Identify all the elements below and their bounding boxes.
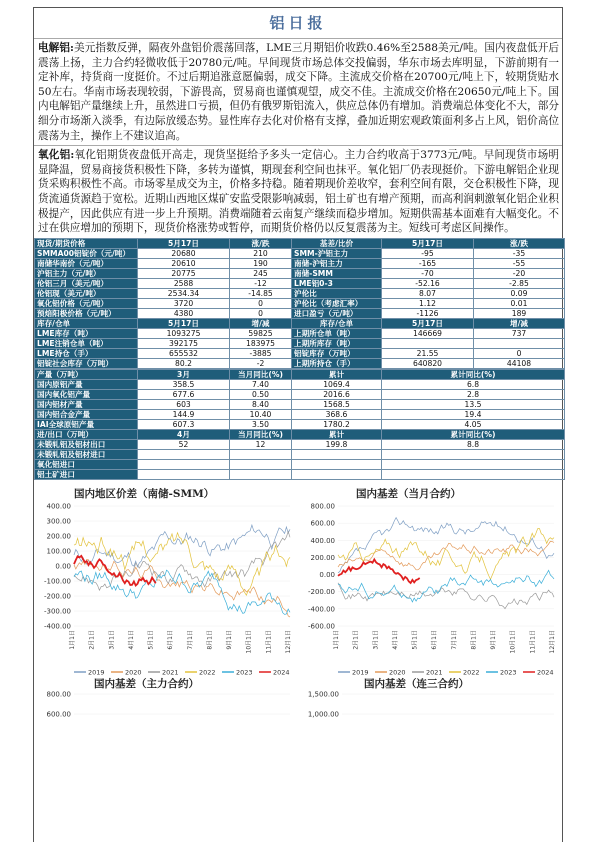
table-cell xyxy=(230,459,292,469)
table4-header-cell: 进/出口（万吨） xyxy=(35,429,138,439)
table1-header-cell: 基差/比价 xyxy=(292,238,382,248)
alumina-label: 氧化铝: xyxy=(38,149,75,162)
table-row xyxy=(35,268,565,278)
row-label: 上期所仓单（吨） xyxy=(292,328,382,338)
y-tick-label: 0.00 xyxy=(319,570,335,579)
y-tick-label: -300.00 xyxy=(43,607,71,616)
table1-header-cell: 涨/跌 xyxy=(474,238,565,248)
y-tick-label: 600.00 xyxy=(310,519,335,528)
table4-header-cell: 累计 xyxy=(292,429,382,439)
table3-header-cell: 累计同比(%) xyxy=(382,369,565,379)
table-cell: -55 xyxy=(474,258,565,268)
table-row xyxy=(35,338,565,348)
y-tick-label: 800.00 xyxy=(46,690,71,699)
table-cell: 210 xyxy=(230,248,292,258)
table-cell: 392175 xyxy=(138,338,230,348)
table-cell: 8.07 xyxy=(382,288,474,298)
row-label: IAI全球原铝产量 xyxy=(35,419,138,429)
table-cell: 0 xyxy=(230,298,292,308)
y-tick-label: -400.00 xyxy=(307,605,335,614)
table-cell xyxy=(382,338,474,348)
table-cell: 1.12 xyxy=(382,298,474,308)
row-label: 铝锭库存（万吨） xyxy=(292,348,382,358)
table-row xyxy=(35,399,565,409)
table-cell: 2534.34 xyxy=(138,288,230,298)
y-tick-label: 800.00 xyxy=(310,502,335,511)
table-row xyxy=(35,278,565,288)
table-cell: 2016.6 xyxy=(292,389,382,399)
table-cell: 10.40 xyxy=(230,409,292,419)
row-label: 沪伦比（考虑汇率） xyxy=(292,298,382,308)
table-cell: 52 xyxy=(138,439,230,449)
table-cell xyxy=(292,459,382,469)
table-cell: 80.2 xyxy=(138,358,230,368)
table-row xyxy=(35,409,565,419)
chart-basis-main-title: 国内基差（主力合约） xyxy=(94,677,199,690)
legend-label: 2019 xyxy=(352,668,369,677)
table-cell xyxy=(138,469,230,479)
table-cell: 0.01 xyxy=(474,298,565,308)
table-cell: 21.55 xyxy=(382,348,474,358)
row-label: SMMA00铝锭价（元/吨） xyxy=(35,248,138,258)
price-table xyxy=(34,238,565,369)
row-label: LME持仓（手） xyxy=(35,348,138,358)
y-tick-label: 100.00 xyxy=(46,547,71,556)
series-line-2023 xyxy=(74,570,290,614)
table-cell: 144.9 xyxy=(138,409,230,419)
x-tick-label: 10月1日 xyxy=(509,629,517,654)
y-tick-label: -200.00 xyxy=(43,592,71,601)
table-cell: 199.8 xyxy=(292,439,382,449)
legend-label: 2021 xyxy=(162,668,179,677)
electrolytic-aluminum-commentary xyxy=(34,39,562,146)
electrolytic-label: 电解铝: xyxy=(38,42,74,54)
table-cell: 1780.2 xyxy=(292,419,382,429)
table-cell: -165 xyxy=(382,258,474,268)
table1-header-row xyxy=(35,238,565,248)
table-cell: 1093275 xyxy=(138,328,230,338)
table-cell: -1126 xyxy=(382,308,474,318)
table-cell: -52.16 xyxy=(382,278,474,288)
chart-basis-third xyxy=(298,688,560,718)
legend-label: 2020 xyxy=(389,668,406,677)
table-cell: 245 xyxy=(230,268,292,278)
x-tick-label: 3月1日 xyxy=(372,629,380,650)
row-label: 南储-沪铝主力 xyxy=(292,258,382,268)
y-tick-label: 400.00 xyxy=(46,502,71,511)
legend-label: 2019 xyxy=(88,668,105,677)
x-tick-label: 11月1日 xyxy=(529,629,537,654)
table-cell: 3.50 xyxy=(230,419,292,429)
legend-label: 2024 xyxy=(537,668,554,677)
table-cell: 20680 xyxy=(138,248,230,258)
y-tick-label: 300.00 xyxy=(46,517,71,526)
table4-header-cell: 4月 xyxy=(138,429,230,439)
table-cell: 146669 xyxy=(382,328,474,338)
x-tick-label: 1月1日 xyxy=(333,629,340,650)
chart-basis-current xyxy=(298,500,560,677)
table-cell: 44108 xyxy=(474,358,565,368)
table-row xyxy=(35,379,565,389)
table-row xyxy=(35,459,565,469)
production-table xyxy=(34,369,565,480)
x-tick-label: 10月1日 xyxy=(245,629,253,654)
table-cell: 368.6 xyxy=(292,409,382,419)
table-row xyxy=(35,288,565,298)
row-label: 未锻轧铝及铝材出口 xyxy=(35,439,138,449)
y-tick-label: 600.00 xyxy=(46,710,71,719)
table2-header-cell: 库存/仓单 xyxy=(292,318,382,328)
table-cell: 20610 xyxy=(138,258,230,268)
table-cell: -2.85 xyxy=(474,278,565,288)
row-label: 上期所持仓（手） xyxy=(292,358,382,368)
table2-header-cell: 库存/仓单 xyxy=(35,318,138,328)
table2-header-cell: 5月17日 xyxy=(138,318,230,328)
row-label: 沪伦比 xyxy=(292,288,382,298)
row-label: 未锻轧铝及铝材进口 xyxy=(35,449,138,459)
x-tick-label: 1月1日 xyxy=(69,629,76,650)
row-label: 进口盈亏（元/吨） xyxy=(292,308,382,318)
table-cell: 607.3 xyxy=(138,419,230,429)
table4-header-row xyxy=(35,429,565,439)
table-cell xyxy=(292,449,382,459)
series-line-2019 xyxy=(338,517,554,572)
x-tick-label: 9月1日 xyxy=(226,629,234,650)
x-tick-label: 5月1日 xyxy=(411,629,419,650)
table-cell: -20 xyxy=(474,268,565,278)
row-label: 国内铝材产量 xyxy=(35,399,138,409)
table-cell xyxy=(382,459,565,469)
table1-header-cell: 5月17日 xyxy=(382,238,474,248)
series-line-2021 xyxy=(338,583,554,609)
table-cell xyxy=(138,459,230,469)
table-cell: 1069.4 xyxy=(292,379,382,389)
table-cell: 7.40 xyxy=(230,379,292,389)
table-row xyxy=(35,449,565,459)
table3-header-cell: 累计 xyxy=(292,369,382,379)
table-cell: 3720 xyxy=(138,298,230,308)
legend-label: 2023 xyxy=(236,668,253,677)
chart-basis-current-title: 国内基差（当月合约） xyxy=(356,487,461,500)
series-line-2022 xyxy=(74,532,290,595)
row-label: LME注销仓单（吨） xyxy=(35,338,138,348)
row-label: 氧化铝进口 xyxy=(35,459,138,469)
table-cell: -95 xyxy=(382,248,474,258)
table-row xyxy=(35,419,565,429)
x-tick-label: 8月1日 xyxy=(206,629,214,650)
electrolytic-text: 美元指数反弹，隔夜外盘铝价震荡回落，LME三月期铝价收跌0.46%至2588美元/吨。国内夜盘低开后震荡上扬，主力合约轻微收低于20780元/吨。早间现货市场总体交投偏弱，华东市场去库明显，下游前期有一定补库，持货商一度挺价。不过后期追涨意愿偏弱，成交下降。主流成交价格在20700元/吨上下，较期货贴水50左右。华南市场表现较弱，下游畏高，贸易商也谨慎观望，成交不佳。主流成交价格在20650元/吨上下。国内电解铝产量继续上升，虽然进口亏损，但仍有俄罗斯铝流入，供应总体仍有增加。消费端总体变化不大，部分细分市场渐入淡季，有边际放缓态势。显性库存去化对价格有支撑，叠加近期宏观政策面利多占上风，铝价高位震荡为主，操作上不建议追高。 xyxy=(38,42,559,142)
legend-label: 2021 xyxy=(426,668,443,677)
table-row xyxy=(35,348,565,358)
row-label: 上期所库存（吨） xyxy=(292,338,382,348)
table-cell: -35 xyxy=(474,248,565,258)
x-tick-label: 12月1日 xyxy=(549,629,556,654)
legend-label: 2023 xyxy=(500,668,517,677)
chart-basis-third-title: 国内基差（连三合约） xyxy=(364,677,469,690)
row-label: LME铝0-3 xyxy=(292,278,382,288)
row-label: 预焙阳极价格（元/吨） xyxy=(35,308,138,318)
legend-label: 2022 xyxy=(199,668,216,677)
x-tick-label: 6月1日 xyxy=(167,629,175,650)
table-cell: 8.40 xyxy=(230,399,292,409)
y-tick-label: -600.00 xyxy=(307,622,335,631)
table-row xyxy=(35,258,565,268)
table-row xyxy=(35,308,565,318)
row-label: 国内原铝产量 xyxy=(35,379,138,389)
table-row xyxy=(35,248,565,258)
table-row xyxy=(35,328,565,338)
table-cell: -14.85 xyxy=(230,288,292,298)
table-row xyxy=(35,389,565,399)
y-tick-label: 400.00 xyxy=(310,536,335,545)
table-cell xyxy=(230,449,292,459)
chart-basis-main xyxy=(34,688,296,718)
table-cell xyxy=(474,338,565,348)
series-line-2019 xyxy=(74,525,290,567)
x-tick-label: 5月1日 xyxy=(147,629,155,650)
charts-area xyxy=(34,480,562,719)
report-title: 铝日报 xyxy=(34,8,562,39)
alumina-text: 氧化铝期货夜盘低开高走，现货坚挺给予多头一定信心。主力合约收高于3773元/吨。早间现货市场明显降温，贸易商接货积极性下降，多转为谨慎，期现套利空间也抹平。氧化铝厂仍表现挺价。下游电解铝企业现货采购积极性不高。市场零星成交为主，价格多持稳。随着期现价差收窄，套利空间有限，交仓积极性下降，现货流通货源趋于宽松。近期山西地区煤矿安监受限影响减弱，铝土矿也有增产预期，而高利润刺激氧化铝企业积极提产，因此供应有进一步上升预期。消费端随着云南复产继续而稳步增加。短期供需基本面难有大幅变化。不过在供应增加的预期下，现货价格涨势或暂停，而期货价格仍以反复震荡为主。短线可考虑区间操作。 xyxy=(38,149,559,235)
table-cell: 2.8 xyxy=(382,389,565,399)
x-tick-label: 6月1日 xyxy=(431,629,439,650)
row-label: 铝土矿进口 xyxy=(35,469,138,479)
x-tick-label: 7月1日 xyxy=(186,629,194,650)
x-tick-label: 7月1日 xyxy=(450,629,458,650)
alumina-commentary xyxy=(34,146,562,238)
table-cell: 0.09 xyxy=(474,288,565,298)
y-tick-label: 200.00 xyxy=(46,532,71,541)
y-tick-label: 200.00 xyxy=(310,553,335,562)
table-cell xyxy=(382,449,565,459)
table-row xyxy=(35,439,565,449)
table-cell: 737 xyxy=(474,328,565,338)
table-cell: 12 xyxy=(230,439,292,449)
series-line-2020 xyxy=(338,541,554,570)
table-cell: 8.8 xyxy=(382,439,565,449)
series-line-2024 xyxy=(338,559,420,583)
table-cell: -2 xyxy=(230,358,292,368)
table-cell: 0.50 xyxy=(230,389,292,399)
row-label: 国内氧化铝产量 xyxy=(35,389,138,399)
table1-header-cell: 现货/期货价格 xyxy=(35,238,138,248)
y-tick-label: 0.00 xyxy=(55,562,71,571)
table-cell: 6.8 xyxy=(382,379,565,389)
table-cell: 2588 xyxy=(138,278,230,288)
row-label: SMM-沪铝主力 xyxy=(292,248,382,258)
table-cell: 183975 xyxy=(230,338,292,348)
table-cell xyxy=(138,449,230,459)
table3-header-cell: 3月 xyxy=(138,369,230,379)
table1-header-cell: 5月17日 xyxy=(138,238,230,248)
table-cell: -70 xyxy=(382,268,474,278)
table4-header-cell: 当月同比(%) xyxy=(230,429,292,439)
table-cell: 19.4 xyxy=(382,409,565,419)
table-cell xyxy=(230,469,292,479)
table-row xyxy=(35,298,565,308)
row-label: 沪铝主力（元/吨） xyxy=(35,268,138,278)
table2-header-cell: 增/减 xyxy=(474,318,565,328)
row-label: 伦铝三月（美元/吨） xyxy=(35,278,138,288)
table1-header-cell: 涨/跌 xyxy=(230,238,292,248)
x-tick-label: 9月1日 xyxy=(490,629,498,650)
table4-header-cell: 累计同比(%) xyxy=(382,429,565,439)
row-label: 南储华南价（元/吨） xyxy=(35,258,138,268)
table-cell: 655532 xyxy=(138,348,230,358)
x-tick-label: 3月1日 xyxy=(108,629,116,650)
y-tick-label: -200.00 xyxy=(307,587,335,596)
table3-header-cell: 当月同比(%) xyxy=(230,369,292,379)
table2-header-row xyxy=(35,318,565,328)
x-tick-label: 2月1日 xyxy=(88,629,96,650)
legend-label: 2020 xyxy=(125,668,142,677)
x-tick-label: 8月1日 xyxy=(470,629,478,650)
x-tick-label: 4月1日 xyxy=(391,629,399,650)
y-tick-label: -400.00 xyxy=(43,622,71,631)
table-cell: 603 xyxy=(138,399,230,409)
row-label: 氧化铝价格（元/吨） xyxy=(35,298,138,308)
table-cell xyxy=(382,469,565,479)
table-row xyxy=(35,358,565,368)
x-tick-label: 4月1日 xyxy=(127,629,135,650)
table2-header-cell: 增/减 xyxy=(230,318,292,328)
table-cell: 59825 xyxy=(230,328,292,338)
row-label: 国内铝合金产量 xyxy=(35,409,138,419)
table3-header-row xyxy=(35,369,565,379)
x-tick-label: 12月1日 xyxy=(285,629,292,654)
table-row xyxy=(35,469,565,479)
y-tick-label: 1,500.00 xyxy=(307,690,339,699)
series-line-2023 xyxy=(338,570,554,602)
x-tick-label: 2月1日 xyxy=(352,629,360,650)
table-cell: 190 xyxy=(230,258,292,268)
table-cell: 640820 xyxy=(382,358,474,368)
row-label: 伦铝现（美元/吨） xyxy=(35,288,138,298)
legend-label: 2022 xyxy=(463,668,480,677)
table-cell: 677.6 xyxy=(138,389,230,399)
table-cell: 0 xyxy=(230,308,292,318)
report-page xyxy=(33,7,563,842)
table-cell: 20775 xyxy=(138,268,230,278)
table-cell: 13.5 xyxy=(382,399,565,409)
table3-header-cell: 产量（万吨） xyxy=(35,369,138,379)
table-cell: -3885 xyxy=(230,348,292,358)
table2-header-cell: 5月17日 xyxy=(382,318,474,328)
table-cell xyxy=(292,469,382,479)
chart-regional-spread xyxy=(34,500,296,677)
y-tick-label: 1,000.00 xyxy=(307,710,339,719)
row-label: LME库存（吨） xyxy=(35,328,138,338)
table-cell: 0 xyxy=(474,348,565,358)
table-cell: 1568.5 xyxy=(292,399,382,409)
y-tick-label: -100.00 xyxy=(43,577,71,586)
table-cell: 4380 xyxy=(138,308,230,318)
row-label: 南储-SMM xyxy=(292,268,382,278)
table-cell: -12 xyxy=(230,278,292,288)
table-cell: 4.05 xyxy=(382,419,565,429)
table-cell: 189 xyxy=(474,308,565,318)
chart-regional-spread-title: 国内地区价差（南储-SMM） xyxy=(74,487,215,500)
legend-label: 2024 xyxy=(273,668,290,677)
row-label: 铝锭社会库存（万吨） xyxy=(35,358,138,368)
table-cell: 358.5 xyxy=(138,379,230,389)
x-tick-label: 11月1日 xyxy=(265,629,273,654)
